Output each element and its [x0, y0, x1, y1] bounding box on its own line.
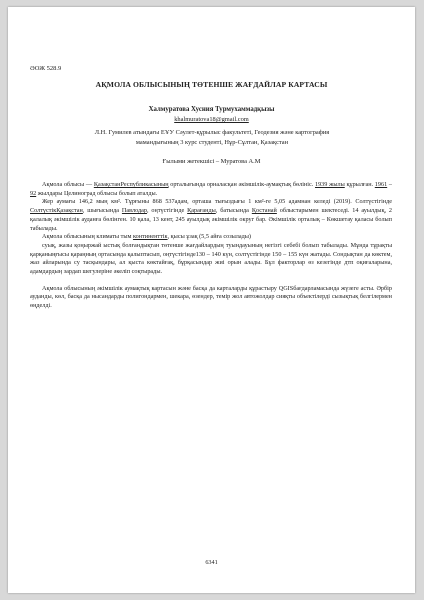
paper-body	[30, 181, 392, 311]
author-email-link[interactable]: khalmuratova18@gmail.com	[174, 116, 249, 123]
text-span: құрылған.	[344, 181, 375, 188]
text-span: Ақмола облысының әкімшілік аумақтық картасын және басқа да карталарды құрастыру	[42, 284, 279, 292]
author-affiliation	[32, 128, 392, 147]
link-kostanay[interactable]: Қостанай	[251, 207, 277, 215]
text-span: , қысы ұзақ (5,5 айға созылады)	[167, 233, 251, 241]
paragraph-1	[30, 181, 392, 198]
text-span: , оңтүстігінде	[146, 207, 188, 215]
document-page	[8, 7, 415, 593]
link-1939[interactable]: 1939 жылы	[314, 181, 345, 188]
affiliation-line-2: мамандығының 3 курс студенті, Нұр-Сұлтан, Қазақстан	[135, 138, 289, 146]
text-span: облыстарымен шектеседі. 14 ауылдық, 2 қалалық әкімшілік ауданға бөлінген. 10 қала, 13 кент, 245 ауылдық әкімшілік округ бар. Әкімшілік орталық – Көкшетау қаласы болып табылады.	[30, 207, 392, 232]
paragraph-4: суық, жазы қоңыржай ыстық болғандықтан төтенше жағдайлардың туындауының негізгі себебі болып табылады. Мұнда тұрақты қарқаныңғысы қараңның ортасында қалыптасып, оңтүстігінде130 – 140 күн, солтүстігінде 150 – 155 күн жатады. Сондықтан да көктем, жаз айларында су тасқындары, ал қыста көктайғақ, бұрқасындар жиі орын алады. Бұл факторлар өз кезегінде дтп оқиғаларына, адамдардың зардап шегулеріне әкеліп соқтырады.	[30, 241, 392, 276]
link-92[interactable]: 92	[30, 189, 37, 197]
page-number: 6341	[205, 559, 218, 566]
paragraph-3	[30, 233, 392, 242]
text-span: , батысында	[215, 207, 252, 215]
link-continental[interactable]: континенттік	[132, 233, 168, 241]
link-north-kazakhstan[interactable]: СолтүстікҚазақстан	[30, 207, 83, 215]
link-pavlodar[interactable]: Павлодар	[121, 207, 147, 215]
text-span: жылдары Целиноград облысы болып аталды.	[36, 189, 158, 197]
text-span: QGIS	[278, 284, 294, 292]
paper-title: АҚМОЛА ОБЛЫСЫНЫҢ ТӨТЕНШЕ ЖАҒДАЙЛАР КАРТАСЫ	[95, 80, 328, 89]
text-span: бағдарламасында жүзеге асты. Әрбір ауданды, көл, басқа да нысандарды полигондармен, шекара, өзендер, темір жол автожолдар сияқты объектілерді сызықтық белгілермен өңделді.	[30, 284, 392, 310]
text-span: Ақмола облысының климаты тым	[42, 233, 133, 241]
link-kazakhstan[interactable]: ҚазақстанРеспубликасының	[93, 181, 169, 188]
text-span: Жер аумағы 146,2 мың км². Тұрғыны 868 537адам, орташа тығыздығы 1 км²-ге 5,05 адамнан келеді (2019). Солтүстігінде	[42, 198, 392, 206]
link-karaganda[interactable]: Қарағанды	[187, 207, 216, 215]
text-span: –	[387, 181, 392, 188]
udk-code: ӘОЖ 528.9	[30, 65, 62, 72]
paragraph-5	[30, 285, 392, 311]
scientific-supervisor: Ғылыми жетекшісі – Муратова А.М	[162, 158, 261, 165]
link-1961[interactable]: 1961	[374, 181, 388, 188]
text-span: орталығында орналасқан әкімшілік-аумақтық бөлініс.	[168, 181, 315, 188]
text-span: , шығысында	[82, 207, 122, 215]
text-span: Ақмола облысы —	[42, 181, 94, 188]
affiliation-line-1: Л.Н. Гумилев атындағы ЕҰУ Сәулет-құрылыс факультеті, Геодезия және картография	[94, 129, 330, 136]
paragraph-2	[30, 198, 392, 233]
author-name: Халмуратова Хусния Турмухаммадқызы	[148, 106, 275, 113]
